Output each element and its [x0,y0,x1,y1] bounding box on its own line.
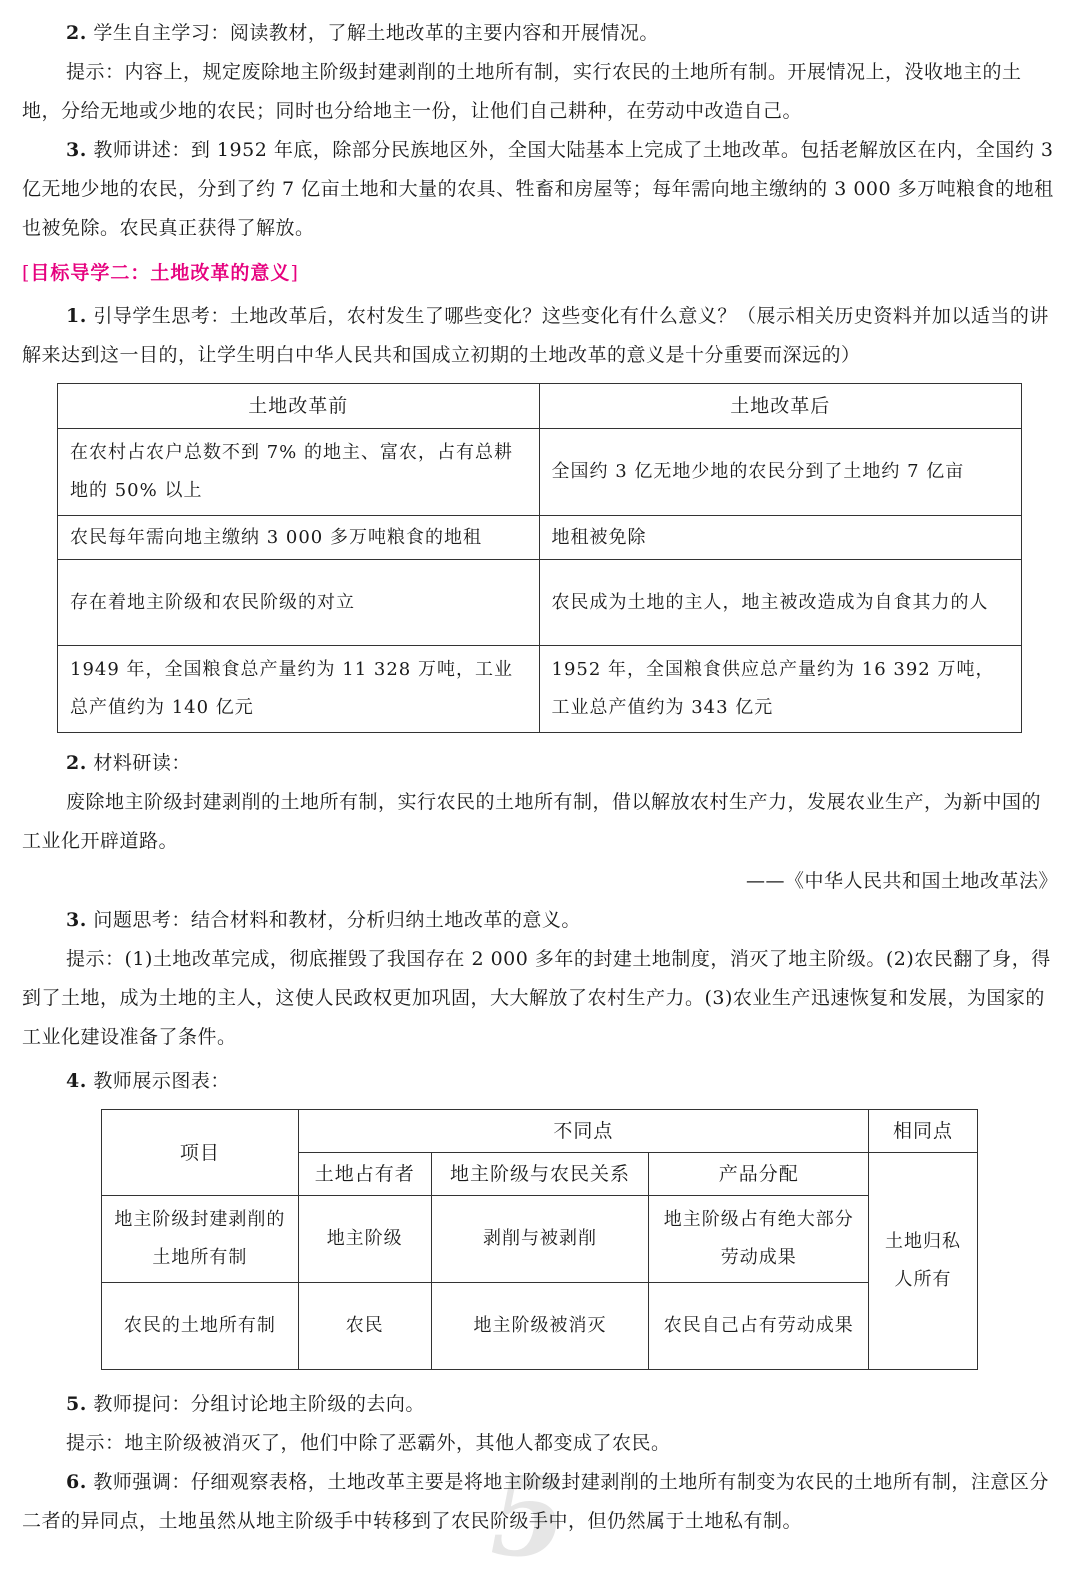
question-2-text: 材料研读： [93,752,191,774]
header-before: 土地改革前 [58,384,540,429]
step-3-paragraph [22,131,1058,248]
row-name: 农民的土地所有制 [102,1283,299,1370]
step-2-text: 学生自主学习：阅读教材，了解土地改革的主要内容和开展情况。 [93,22,659,44]
header-land-owner: 土地占有者 [298,1153,431,1196]
question-3-hint: 提示：(1)土地改革完成，彻底摧毁了我国存在 2 000 多年的封建土地制度，消灭了地主阶级。(2)农民翻了身，得到了土地，成为土地的主人，这使人民政权更加巩固，大大解放了农村生产力。(3)农业生产迅速恢复和发展，为国家的工业化建设准备了条件。 [22,948,1051,1048]
step-2-paragraph [22,14,1058,53]
cell-owner: 地主阶级 [298,1196,431,1283]
header-after: 土地改革后 [539,384,1022,429]
row-name: 地主阶级封建剥削的土地所有制 [102,1196,299,1283]
question-6-text: 教师强调：仔细观察表格，土地改革主要是将地主阶级封建剥削的土地所有制变为农民的土地所有制，注意区分二者的异同点，土地虽然从地主阶级手中转移到了农民阶级手中，但仍然属于土地私有制。 [22,1471,1049,1532]
table-header-row [102,1110,978,1153]
material-source: ——《中华人民共和国土地改革法》 [745,870,1058,892]
header-similarities: 相同点 [869,1110,978,1153]
question-6-paragraph [22,1463,1058,1541]
question-4-text: 教师展示图表： [93,1070,230,1092]
bracket-open: [ [22,262,31,284]
cell-after: 全国约 3 亿无地少地的农民分到了土地约 7 亿亩 [539,429,1022,516]
question-5-paragraph [22,1385,1058,1424]
material-quote: 废除地主阶级封建剥削的土地所有制，实行农民的土地所有制，借以解放农村生产力，发展农业生产，为新中国的工业化开辟道路。 [22,791,1042,852]
ownership-table [101,1109,978,1370]
section-title: 目标导学二：土地改革的意义 [30,262,291,284]
cell-after: 地租被免除 [539,516,1022,560]
step-number: 2. [66,22,87,44]
step-number: 3. [66,909,87,931]
question-2-paragraph [22,744,1058,783]
bracket-close: ] [290,262,299,284]
cell-before: 在农村占农户总数不到 7% 的地主、富农，占有总耕地的 50% 以上 [58,429,540,516]
cell-relation: 剥削与被剥削 [431,1196,649,1283]
header-item: 项目 [102,1110,299,1196]
table-row [58,429,1022,516]
cell-after: 农民成为土地的主人，地主被改造成为自食其力的人 [539,560,1022,646]
cell-before: 农民每年需向地主缴纳 3 000 多万吨粮食的地租 [58,516,540,560]
step-number: 6. [66,1471,87,1493]
table-row [102,1283,978,1370]
cell-after: 1952 年，全国粮食供应总产量约为 16 392 万吨，工业总产值约为 343 亿元 [539,646,1022,733]
cell-distribution: 地主阶级占有绝大部分劳动成果 [649,1196,869,1283]
cell-before: 1949 年，全国粮食总产量约为 11 328 万吨，工业总产值约为 140 亿元 [58,646,540,733]
question-4-paragraph [22,1062,1058,1101]
question-1-text: 引导学生思考：土地改革后，农村发生了哪些变化？这些变化有什么意义？（展示相关历史资料并加以适当的讲解来达到这一目的，让学生明白中华人民共和国成立初期的土地改革的意义是十分重要而深远的） [22,305,1049,366]
header-distribution: 产品分配 [649,1153,869,1196]
question-1-paragraph [22,297,1058,375]
question-5-hint: 提示：地主阶级被消灭了，他们中除了恶霸外，其他人都变成了农民。 [66,1432,671,1454]
step-number: 2. [66,752,87,774]
header-differences: 不同点 [298,1110,868,1153]
step-3-text: 教师讲述：到 1952 年底，除部分民族地区外，全国大陆基本上完成了土地改革。包括老解放区在内，全国约 3 亿无地少地的农民，分到了约 7 亿亩土地和大量的农具、牲畜和房屋等；每年需向地主缴纳的 3 000 多万吨粮食的地租也被免除。农民真正获得了解放。 [22,139,1054,239]
cell-same-value: 土地归私人所有 [869,1153,978,1370]
table-row [58,516,1022,560]
cell-relation: 地主阶级被消灭 [431,1283,649,1370]
step-2-hint: 提示：内容上，规定废除地主阶级封建剥削的土地所有制，实行农民的土地所有制。开展情况上，没收地主的土地，分给无地或少地的农民；同时也分给地主一份，让他们自己耕种，在劳动中改造自己。 [22,61,1022,122]
cell-before: 存在着地主阶级和农民阶级的对立 [58,560,540,646]
step-number: 5. [66,1393,87,1415]
page-number: 5 [490,1452,567,1581]
cell-owner: 农民 [298,1283,431,1370]
comparison-table [57,383,1022,733]
table-row [102,1196,978,1283]
question-5-text: 教师提问：分组讨论地主阶级的去向。 [93,1393,425,1415]
table-row [58,560,1022,646]
table-header-row [58,384,1022,429]
cell-distribution: 农民自己占有劳动成果 [649,1283,869,1370]
table-row [58,646,1022,733]
step-number: 1. [66,305,87,327]
step-number: 4. [66,1070,87,1092]
question-3-text: 问题思考：结合材料和教材，分析归纳土地改革的意义。 [93,909,581,931]
question-3-paragraph [22,901,1058,940]
section-heading [22,256,299,290]
header-relation: 地主阶级与农民关系 [431,1153,649,1196]
step-number: 3. [66,139,87,161]
